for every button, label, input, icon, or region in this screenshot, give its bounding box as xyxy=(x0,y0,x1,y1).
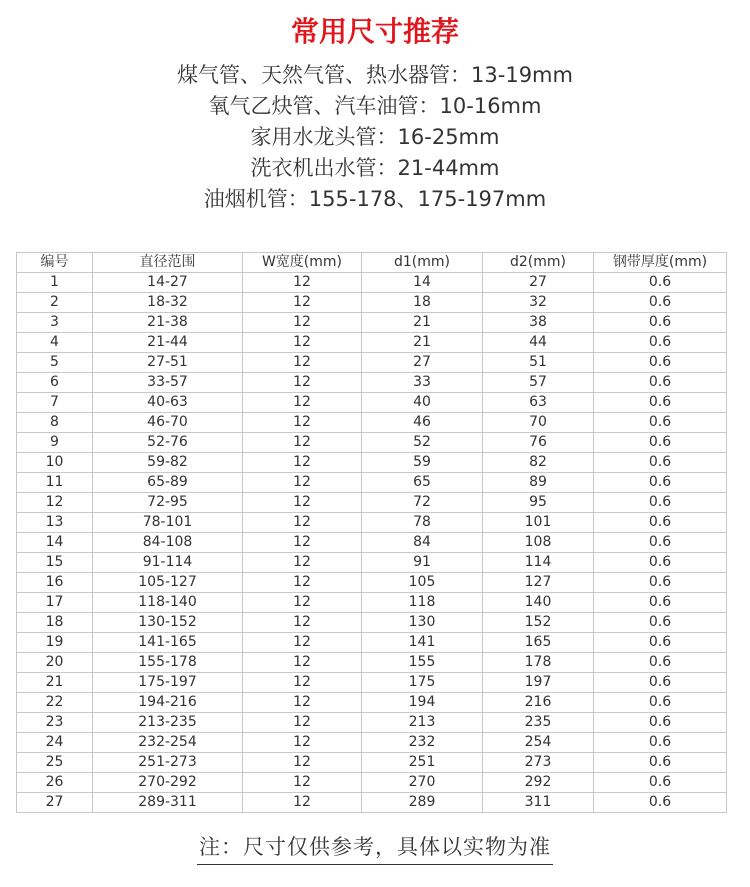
cell-d1: 194 xyxy=(362,693,483,713)
cell-width: 12 xyxy=(243,773,362,793)
cell-d1: 21 xyxy=(362,313,483,333)
recommendation-item: 洗衣机出水管：21-44mm xyxy=(250,156,500,180)
recommendation-item: 家用水龙头管：16-25mm xyxy=(250,125,500,149)
cell-index: 4 xyxy=(17,333,93,353)
cell-width: 12 xyxy=(243,693,362,713)
cell-diameter-range: 84-108 xyxy=(93,533,243,553)
cell-d2: 32 xyxy=(483,293,594,313)
cell-width: 12 xyxy=(243,293,362,313)
recommendation-item: 氧气乙炔管、汽车油管：10-16mm xyxy=(208,94,542,118)
table-row xyxy=(17,313,727,333)
cell-index: 19 xyxy=(17,633,93,653)
cell-d1: 18 xyxy=(362,293,483,313)
table-row xyxy=(17,413,727,433)
table-row xyxy=(17,693,727,713)
table-row xyxy=(17,353,727,373)
cell-d2: 44 xyxy=(483,333,594,353)
cell-band-thickness: 0.6 xyxy=(594,673,727,693)
cell-d1: 14 xyxy=(362,273,483,293)
table-row xyxy=(17,273,727,293)
cell-width: 12 xyxy=(243,333,362,353)
cell-index: 23 xyxy=(17,713,93,733)
cell-d1: 46 xyxy=(362,413,483,433)
cell-diameter-range: 46-70 xyxy=(93,413,243,433)
cell-diameter-range: 59-82 xyxy=(93,453,243,473)
cell-diameter-range: 232-254 xyxy=(93,733,243,753)
cell-width: 12 xyxy=(243,433,362,453)
cell-width: 12 xyxy=(243,513,362,533)
cell-d2: 165 xyxy=(483,633,594,653)
cell-band-thickness: 0.6 xyxy=(594,713,727,733)
cell-band-thickness: 0.6 xyxy=(594,733,727,753)
cell-band-thickness: 0.6 xyxy=(594,493,727,513)
cell-width: 12 xyxy=(243,793,362,813)
table-row xyxy=(17,633,727,653)
header-d2: d2(mm) xyxy=(483,253,594,273)
cell-diameter-range: 105-127 xyxy=(93,573,243,593)
cell-d1: 175 xyxy=(362,673,483,693)
table-row xyxy=(17,453,727,473)
table-row xyxy=(17,433,727,453)
cell-d2: 311 xyxy=(483,793,594,813)
cell-band-thickness: 0.6 xyxy=(594,553,727,573)
cell-d2: 51 xyxy=(483,353,594,373)
cell-width: 12 xyxy=(243,633,362,653)
cell-band-thickness: 0.6 xyxy=(594,753,727,773)
table-row xyxy=(17,393,727,413)
table-row xyxy=(17,493,727,513)
table-row xyxy=(17,753,727,773)
cell-d2: 140 xyxy=(483,593,594,613)
cell-d2: 57 xyxy=(483,373,594,393)
cell-band-thickness: 0.6 xyxy=(594,773,727,793)
cell-diameter-range: 251-273 xyxy=(93,753,243,773)
cell-index: 20 xyxy=(17,653,93,673)
cell-band-thickness: 0.6 xyxy=(594,333,727,353)
cell-d2: 254 xyxy=(483,733,594,753)
cell-band-thickness: 0.6 xyxy=(594,393,727,413)
cell-index: 9 xyxy=(17,433,93,453)
cell-width: 12 xyxy=(243,733,362,753)
cell-d2: 178 xyxy=(483,653,594,673)
table-row xyxy=(17,733,727,753)
cell-d1: 130 xyxy=(362,613,483,633)
cell-band-thickness: 0.6 xyxy=(594,273,727,293)
cell-band-thickness: 0.6 xyxy=(594,533,727,553)
cell-band-thickness: 0.6 xyxy=(594,793,727,813)
cell-band-thickness: 0.6 xyxy=(594,573,727,593)
recommendation-item: 油烟机管：155-178、175-197mm xyxy=(203,187,547,211)
cell-index: 18 xyxy=(17,613,93,633)
cell-diameter-range: 33-57 xyxy=(93,373,243,393)
cell-d1: 213 xyxy=(362,713,483,733)
cell-d2: 70 xyxy=(483,413,594,433)
table-row xyxy=(17,673,727,693)
table-row xyxy=(17,593,727,613)
cell-d2: 95 xyxy=(483,493,594,513)
cell-width: 12 xyxy=(243,653,362,673)
cell-d2: 114 xyxy=(483,553,594,573)
header-d1: d1(mm) xyxy=(362,253,483,273)
cell-band-thickness: 0.6 xyxy=(594,433,727,453)
cell-band-thickness: 0.6 xyxy=(594,453,727,473)
cell-diameter-range: 130-152 xyxy=(93,613,243,633)
cell-width: 12 xyxy=(243,753,362,773)
table-body xyxy=(17,273,727,813)
cell-diameter-range: 52-76 xyxy=(93,433,243,453)
cell-diameter-range: 18-32 xyxy=(93,293,243,313)
cell-width: 12 xyxy=(243,313,362,333)
cell-band-thickness: 0.6 xyxy=(594,633,727,653)
cell-diameter-range: 27-51 xyxy=(93,353,243,373)
cell-diameter-range: 213-235 xyxy=(93,713,243,733)
table-row xyxy=(17,293,727,313)
cell-diameter-range: 270-292 xyxy=(93,773,243,793)
cell-index: 25 xyxy=(17,753,93,773)
cell-index: 24 xyxy=(17,733,93,753)
cell-index: 5 xyxy=(17,353,93,373)
table-row xyxy=(17,373,727,393)
cell-d1: 105 xyxy=(362,573,483,593)
cell-width: 12 xyxy=(243,533,362,553)
cell-diameter-range: 21-38 xyxy=(93,313,243,333)
header-band-thickness: 钢带厚度(mm) xyxy=(594,253,727,273)
header-index: 编号 xyxy=(17,253,93,273)
cell-d1: 52 xyxy=(362,433,483,453)
cell-band-thickness: 0.6 xyxy=(594,293,727,313)
table-row xyxy=(17,333,727,353)
cell-d2: 82 xyxy=(483,453,594,473)
cell-index: 17 xyxy=(17,593,93,613)
size-table xyxy=(16,252,727,813)
table-row xyxy=(17,773,727,793)
cell-band-thickness: 0.6 xyxy=(594,413,727,433)
cell-width: 12 xyxy=(243,453,362,473)
cell-band-thickness: 0.6 xyxy=(594,353,727,373)
cell-width: 12 xyxy=(243,613,362,633)
cell-d1: 141 xyxy=(362,633,483,653)
cell-diameter-range: 78-101 xyxy=(93,513,243,533)
cell-d2: 292 xyxy=(483,773,594,793)
cell-index: 7 xyxy=(17,393,93,413)
cell-diameter-range: 141-165 xyxy=(93,633,243,653)
cell-d1: 155 xyxy=(362,653,483,673)
cell-band-thickness: 0.6 xyxy=(594,313,727,333)
cell-d1: 27 xyxy=(362,353,483,373)
cell-index: 3 xyxy=(17,313,93,333)
cell-d2: 273 xyxy=(483,753,594,773)
cell-width: 12 xyxy=(243,553,362,573)
cell-diameter-range: 21-44 xyxy=(93,333,243,353)
table-row xyxy=(17,573,727,593)
cell-band-thickness: 0.6 xyxy=(594,653,727,673)
table-row xyxy=(17,473,727,493)
cell-d1: 72 xyxy=(362,493,483,513)
table-row xyxy=(17,513,727,533)
page-title: 常用尺寸推荐 xyxy=(290,15,459,48)
cell-index: 1 xyxy=(17,273,93,293)
cell-d1: 232 xyxy=(362,733,483,753)
table-header-row xyxy=(17,253,727,273)
cell-d1: 118 xyxy=(362,593,483,613)
cell-width: 12 xyxy=(243,473,362,493)
cell-diameter-range: 40-63 xyxy=(93,393,243,413)
cell-d1: 251 xyxy=(362,753,483,773)
cell-d1: 91 xyxy=(362,553,483,573)
cell-d1: 270 xyxy=(362,773,483,793)
cell-index: 12 xyxy=(17,493,93,513)
cell-width: 12 xyxy=(243,273,362,293)
cell-d1: 33 xyxy=(362,373,483,393)
cell-d2: 235 xyxy=(483,713,594,733)
table-row xyxy=(17,653,727,673)
cell-d2: 27 xyxy=(483,273,594,293)
cell-diameter-range: 289-311 xyxy=(93,793,243,813)
cell-d2: 38 xyxy=(483,313,594,333)
recommendation-item: 煤气管、天然气管、热水器管：13-19mm xyxy=(177,63,573,87)
cell-index: 16 xyxy=(17,573,93,593)
cell-diameter-range: 194-216 xyxy=(93,693,243,713)
cell-d2: 216 xyxy=(483,693,594,713)
header-width: W宽度(mm) xyxy=(243,253,362,273)
cell-width: 12 xyxy=(243,493,362,513)
cell-diameter-range: 118-140 xyxy=(93,593,243,613)
cell-diameter-range: 14-27 xyxy=(93,273,243,293)
size-table-container xyxy=(16,252,726,813)
cell-d2: 197 xyxy=(483,673,594,693)
table-row xyxy=(17,533,727,553)
cell-width: 12 xyxy=(243,713,362,733)
header-diameter-range: 直径范围 xyxy=(93,253,243,273)
cell-width: 12 xyxy=(243,353,362,373)
cell-band-thickness: 0.6 xyxy=(594,693,727,713)
cell-width: 12 xyxy=(243,413,362,433)
cell-band-thickness: 0.6 xyxy=(594,473,727,493)
cell-width: 12 xyxy=(243,393,362,413)
cell-index: 8 xyxy=(17,413,93,433)
cell-band-thickness: 0.6 xyxy=(594,373,727,393)
cell-d2: 152 xyxy=(483,613,594,633)
cell-d1: 78 xyxy=(362,513,483,533)
cell-index: 26 xyxy=(17,773,93,793)
cell-index: 13 xyxy=(17,513,93,533)
cell-d2: 108 xyxy=(483,533,594,553)
table-row xyxy=(17,553,727,573)
cell-index: 6 xyxy=(17,373,93,393)
cell-d1: 21 xyxy=(362,333,483,353)
cell-width: 12 xyxy=(243,593,362,613)
cell-index: 15 xyxy=(17,553,93,573)
cell-band-thickness: 0.6 xyxy=(594,513,727,533)
cell-diameter-range: 91-114 xyxy=(93,553,243,573)
footnote xyxy=(0,832,750,865)
cell-index: 14 xyxy=(17,533,93,553)
table-row xyxy=(17,713,727,733)
cell-width: 12 xyxy=(243,673,362,693)
cell-d1: 40 xyxy=(362,393,483,413)
cell-d2: 63 xyxy=(483,393,594,413)
recommendation-list xyxy=(0,60,750,215)
cell-index: 21 xyxy=(17,673,93,693)
footnote-text: 注：尺寸仅供参考，具体以实物为准 xyxy=(197,832,553,865)
cell-d1: 84 xyxy=(362,533,483,553)
cell-d2: 76 xyxy=(483,433,594,453)
cell-band-thickness: 0.6 xyxy=(594,613,727,633)
cell-d1: 289 xyxy=(362,793,483,813)
cell-index: 22 xyxy=(17,693,93,713)
cell-diameter-range: 72-95 xyxy=(93,493,243,513)
cell-index: 27 xyxy=(17,793,93,813)
cell-d2: 127 xyxy=(483,573,594,593)
cell-d2: 101 xyxy=(483,513,594,533)
cell-index: 10 xyxy=(17,453,93,473)
cell-index: 11 xyxy=(17,473,93,493)
cell-diameter-range: 155-178 xyxy=(93,653,243,673)
table-row xyxy=(17,613,727,633)
cell-d2: 89 xyxy=(483,473,594,493)
table-row xyxy=(17,793,727,813)
cell-width: 12 xyxy=(243,373,362,393)
cell-index: 2 xyxy=(17,293,93,313)
cell-band-thickness: 0.6 xyxy=(594,593,727,613)
cell-width: 12 xyxy=(243,573,362,593)
cell-d1: 59 xyxy=(362,453,483,473)
cell-d1: 65 xyxy=(362,473,483,493)
cell-diameter-range: 175-197 xyxy=(93,673,243,693)
cell-diameter-range: 65-89 xyxy=(93,473,243,493)
